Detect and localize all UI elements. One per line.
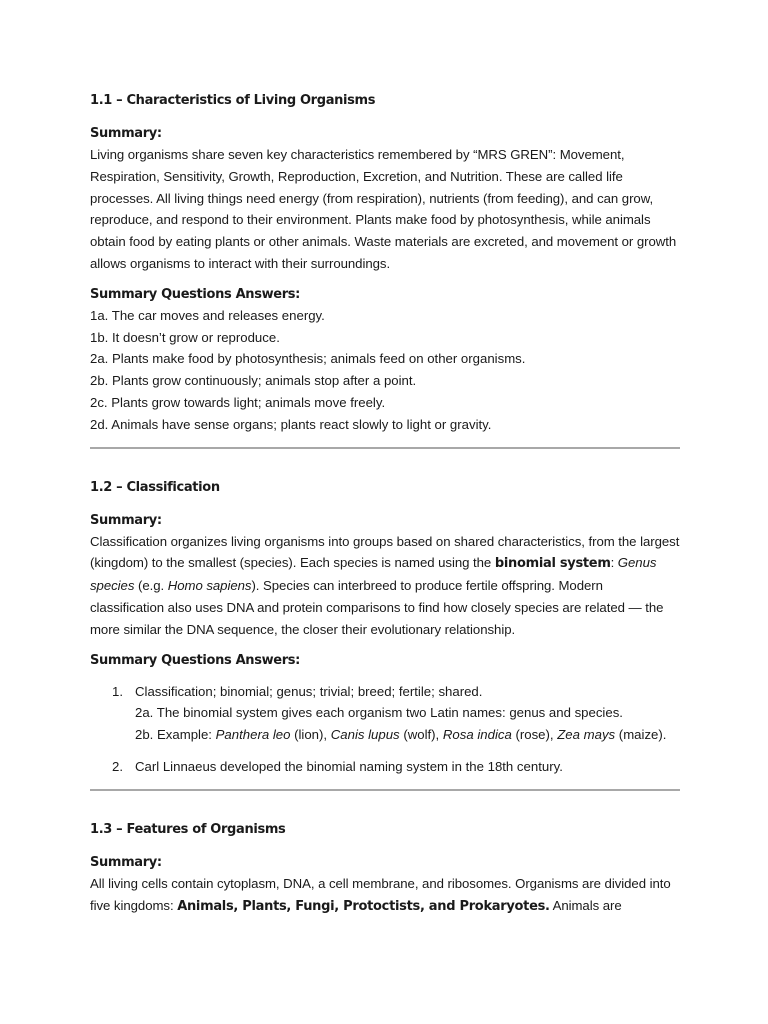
answer-text: Classification; binomial; genus; trivial; breed; fertile; shared. bbox=[135, 683, 483, 699]
sub-answer-text: (maize). bbox=[615, 727, 667, 743]
summary-heading: Summary: bbox=[90, 512, 162, 528]
summary-paragraph: Living organisms share seven key characteristics remembered by “MRS GREN”: Movement, Respiration, Sensitivity, Growth, Reproduction, Excretion, and Nutrition. These are called life processes. All living things need energy (from respiration), nutrients (from feeding), and can grow, reproduce, and respond to their environment. Plants make food by photosynthesis, while animals obtain food by eating plants or other animals. Waste materials are excreted, and movement or growth allows organisms to interact with their surroundings. bbox=[90, 147, 677, 271]
numbered-answer-item bbox=[90, 756, 680, 778]
summary-text: (e.g. bbox=[134, 578, 168, 594]
item-number: 1. bbox=[112, 683, 123, 699]
sub-answer-text: (rose), bbox=[511, 727, 558, 743]
answer-item: 1a. The car moves and releases energy. bbox=[90, 307, 325, 323]
item-number: 2. bbox=[112, 758, 123, 774]
homo-sapiens-term: Homo sapiens bbox=[167, 578, 252, 594]
section-1-1 bbox=[90, 91, 680, 436]
answers-list bbox=[90, 305, 680, 436]
numbered-answer-item bbox=[90, 681, 680, 746]
genus-species-term: Genus species bbox=[90, 555, 657, 594]
binomial-system-term: binomial system bbox=[494, 556, 611, 572]
species-name: Rosa indica bbox=[442, 727, 512, 743]
answer-item: 2d. Animals have sense organs; plants react slowly to light or gravity. bbox=[90, 416, 492, 432]
summary-text: : bbox=[610, 555, 618, 571]
sub-answer-text: (lion), bbox=[290, 727, 331, 743]
sub-answer-2b bbox=[135, 724, 680, 746]
sub-answer-2a: 2a. The binomial system gives each organism two Latin names: genus and species. bbox=[135, 705, 623, 721]
section-1-2 bbox=[90, 478, 680, 778]
answer-item: 2b. Plants grow continuously; animals stop after a point. bbox=[90, 373, 417, 389]
five-kingdoms-term: Animals, Plants, Fungi, Protoctists, and Prokaryotes. bbox=[177, 898, 550, 914]
section-title: 1.3 – Features of Organisms bbox=[90, 821, 286, 837]
species-name: Panthera leo bbox=[215, 727, 291, 743]
list-spacer bbox=[90, 746, 680, 756]
species-name: Zea mays bbox=[557, 727, 616, 743]
section-title: 1.1 – Characteristics of Living Organisms bbox=[90, 93, 376, 108]
answer-item: 1b. It doesn’t grow or reproduce. bbox=[90, 329, 280, 345]
summary-paragraph bbox=[90, 531, 680, 641]
summary-text: All living cells contain cytoplasm, DNA, a cell membrane, and ribosomes. Organisms are divided into five kingdoms: bbox=[90, 875, 671, 913]
species-name: Canis lupus bbox=[330, 727, 400, 743]
section-title: 1.2 – Classification bbox=[90, 479, 220, 495]
summary-text: Animals are bbox=[549, 897, 622, 913]
answer-text: Carl Linnaeus developed the binomial naming system in the 18th century. bbox=[135, 758, 563, 774]
answers-heading: Summary Questions Answers: bbox=[90, 652, 301, 668]
summary-text: ). Species can interbreed to produce fertile offspring. Modern classification also uses DNA and protein comparisons to find how closely species are related — the more similar the DNA sequence, the closer their evolutionary relationship. bbox=[90, 578, 664, 637]
answers-heading: Summary Questions Answers: bbox=[90, 286, 301, 302]
summary-text: Classification organizes living organisms into groups based on shared characteristics, from the largest (kingdom) to the smallest (species). Each species is named using the bbox=[90, 533, 680, 571]
sub-answer-text: 2b. Example: bbox=[135, 727, 216, 743]
summary-heading: Summary: bbox=[90, 854, 162, 870]
sub-answer-text: (wolf), bbox=[399, 727, 443, 743]
numbered-answers bbox=[90, 681, 680, 778]
document-content bbox=[90, 91, 680, 917]
answer-item: 2c. Plants grow towards light; animals move freely. bbox=[90, 394, 386, 410]
summary-heading: Summary: bbox=[90, 126, 162, 141]
section-1-3 bbox=[90, 820, 680, 918]
answer-item: 2a. Plants make food by photosynthesis; animals feed on other organisms. bbox=[90, 351, 526, 367]
summary-paragraph bbox=[90, 873, 680, 918]
